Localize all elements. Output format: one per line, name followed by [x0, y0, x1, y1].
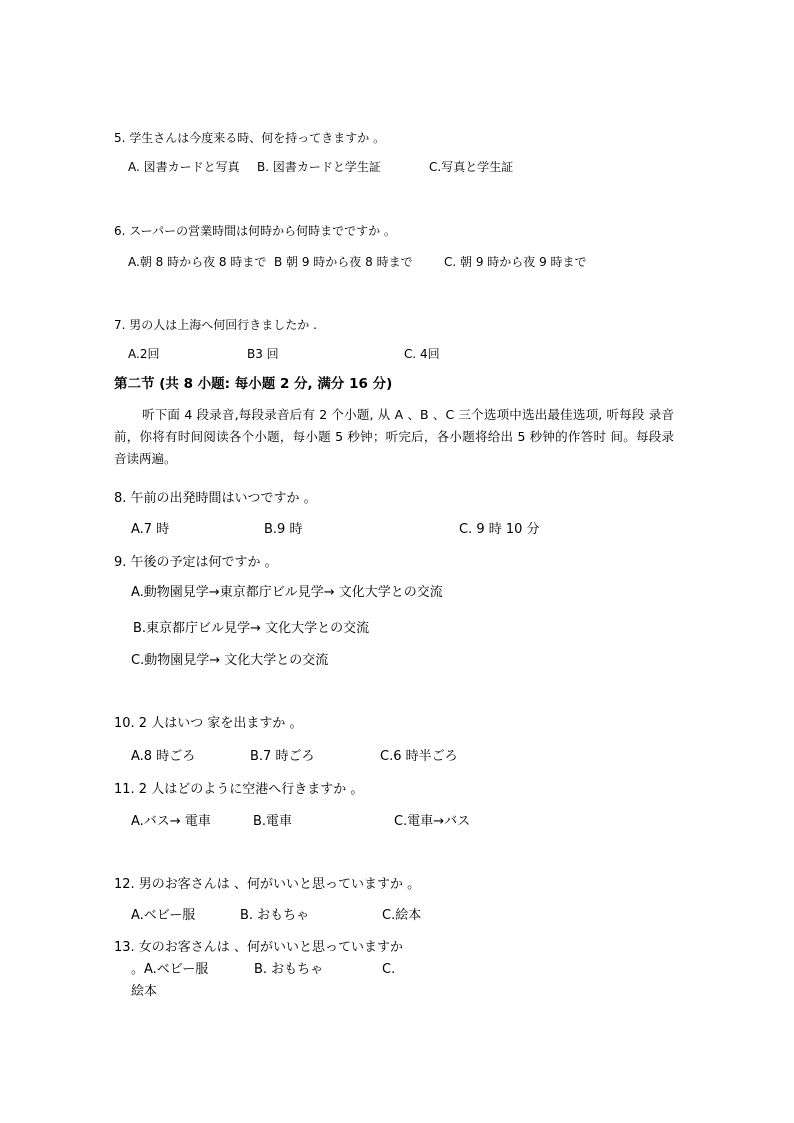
question-8-stem: 8. 午前の出発時間はいつですか 。 — [114, 491, 317, 506]
section-2-instructions: 听下面 4 段录音,每段录音后有 2 个小题, 从 A 、B 、C 三个选项中选出最佳选项, 听每段 录音前，你将有时间阅读各个小题，每小题 5 秒钟；听完后，各小题将给出 5 秒钟的作答时 间。每段录音读两遍。 — [114, 407, 674, 466]
question-12-stem: 12. 男のお客さんは 、何がいいと思っていますか 。 — [114, 877, 421, 892]
question-12-option-a: A.ベビー服 — [131, 908, 196, 923]
question-11-option-b: B.電車 — [253, 814, 293, 829]
question-11-option-a: A.バス→ 電車 — [131, 814, 211, 829]
question-11-option-c: C.電車→バス — [394, 814, 471, 829]
question-10-stem: 10. 2 人はいつ 家を出ますか 。 — [114, 716, 303, 731]
section-2-heading: 第二节 (共 8 小题: 每小题 2 分, 满分 16 分) — [114, 376, 393, 392]
question-9-stem: 9. 午後の予定は何ですか 。 — [114, 555, 278, 570]
question-5-option-b: B. 図書カードと学生証 — [257, 160, 381, 174]
question-9-option-b: B.東京都庁ビル見学→ 文化大学との交流 — [133, 621, 370, 636]
question-10-option-b: B.7 時ごろ — [250, 749, 315, 764]
question-8-option-b: B.9 時 — [264, 522, 303, 537]
question-8-option-c: C. 9 時 10 分 — [459, 522, 540, 537]
question-13-option-c: C. — [382, 962, 396, 977]
question-13-stem: 13. 女のお客さんは 、何がいいと思っていますか — [114, 940, 403, 955]
question-7-option-a: A.2回 — [128, 347, 160, 361]
question-10-option-a: A.8 時ごろ — [131, 749, 196, 764]
question-6-option-c: C. 朝 9 時から夜 9 時まで — [444, 255, 587, 269]
question-7-option-c: C. 4回 — [404, 347, 440, 361]
question-13-option-c-text: 絵本 — [131, 984, 158, 999]
question-5-option-a: A. 図書カードと写真 — [128, 160, 240, 174]
question-6-stem: 6. スーパーの営業時間は何時から何時までですか 。 — [114, 224, 396, 238]
question-11-stem: 11. 2 人はどのように空港へ行きますか 。 — [114, 782, 364, 797]
question-10-option-c: C.6 時半ごろ — [380, 749, 458, 764]
question-12-option-b: B. おもちゃ — [240, 908, 310, 923]
question-13-option-b: B. おもちゃ — [254, 962, 324, 977]
question-9-option-c: C.動物園見学→ 文化大学との交流 — [131, 653, 329, 668]
question-5-stem: 5. 学生さんは今度来る時、何を持ってきますか 。 — [114, 131, 386, 145]
question-8-option-a: A.7 時 — [131, 522, 170, 537]
question-6-option-a: A.朝 8 時から夜 8 時まで — [128, 255, 267, 269]
question-7-stem: 7. 男の人は上海へ何回行きましたか . — [114, 318, 317, 332]
question-9-option-a: A.動物園見学→東京都庁ビル見学→ 文化大学との交流 — [131, 585, 443, 600]
question-7-option-b: B3 回 — [247, 347, 279, 361]
question-13-option-a: 。A.ベビー服 — [131, 962, 209, 977]
question-12-option-c: C.絵本 — [382, 908, 422, 923]
question-5-option-c: C.写真と学生証 — [429, 160, 514, 174]
question-6-option-b: B 朝 9 時から夜 8 時まで — [274, 255, 413, 269]
